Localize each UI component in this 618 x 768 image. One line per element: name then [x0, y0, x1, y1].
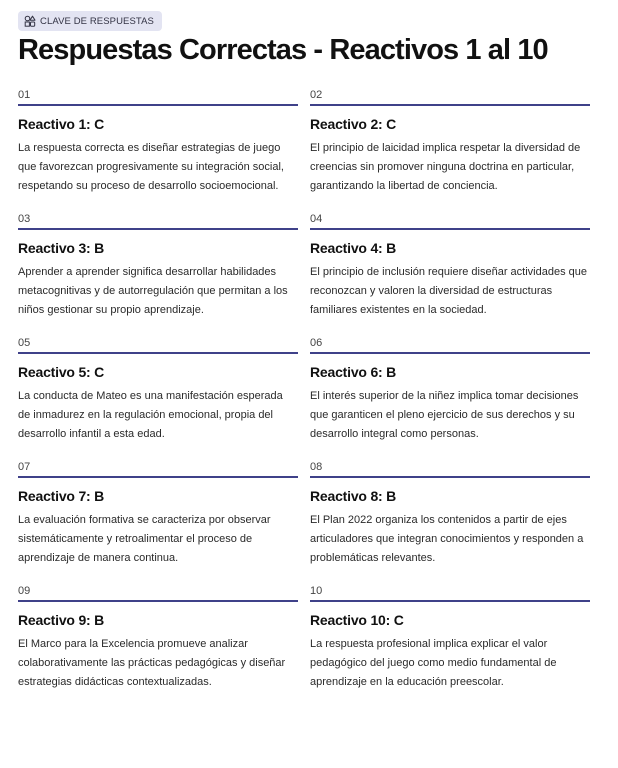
item-number: 09 [18, 585, 31, 597]
item-number: 05 [18, 337, 31, 349]
item-explanation: El Plan 2022 organiza los contenidos a partir de ejes articuladores que integran conocimientos y responden a problemáticas relevantes. [310, 514, 584, 564]
item-explanation: El interés superior de la niñez implica tomar decisiones que garanticen el pleno ejercicio de sus derechos y su desarrollo integral como personas. [310, 390, 579, 440]
item-divider [18, 600, 298, 602]
item-number: 10 [310, 585, 323, 597]
item-divider [310, 600, 590, 602]
item-title: Reactivo 4: B [310, 240, 397, 256]
answer-card [310, 460, 590, 584]
answer-card [310, 584, 590, 708]
item-title: Reactivo 5: C [18, 364, 105, 380]
item-number: 06 [310, 337, 323, 349]
item-number: 07 [18, 461, 31, 473]
item-explanation: La respuesta profesional implica explicar el valor pedagógico del juego como medio fundamental de aprendizaje en la educación preescolar. [310, 638, 557, 688]
answer-card [18, 336, 298, 460]
item-divider [18, 476, 298, 478]
item-explanation: La respuesta correcta es diseñar estrategias de juego que favorezcan progresivamente su integración social, respetando su proceso de desarrollo socioemocional. [18, 142, 284, 192]
item-number: 01 [18, 89, 31, 101]
answer-key-badge [18, 11, 162, 31]
item-number: 03 [18, 213, 31, 225]
item-divider [310, 104, 590, 106]
item-title: Reactivo 3: B [18, 240, 105, 256]
item-divider [310, 352, 590, 354]
item-divider [18, 104, 298, 106]
answer-card [310, 88, 590, 212]
item-title: Reactivo 7: B [18, 488, 105, 504]
item-explanation: Aprender a aprender significa desarrollar habilidades metacognitivas y de autorregulación que permitan a los niños gestionar su propio aprendizaje. [18, 266, 288, 316]
item-number: 04 [310, 213, 323, 225]
item-title: Reactivo 6: B [310, 364, 397, 380]
answer-card [18, 88, 298, 212]
item-explanation: El principio de laicidad implica respetar la diversidad de creencias sin promover ninguna doctrina en particular, garantizando la libertad de conciencia. [310, 142, 581, 192]
item-explanation: La conducta de Mateo es una manifestación esperada de inmadurez en la regulación emocional, propia del desarrollo infantil a esta edad. [18, 390, 283, 440]
item-title: Reactivo 9: B [18, 612, 105, 628]
item-divider [310, 476, 590, 478]
item-title: Reactivo 8: B [310, 488, 397, 504]
item-explanation: El principio de inclusión requiere diseñar actividades que reconozcan y valoren la diversidad de estructuras familiares existentes en la sociedad. [310, 266, 587, 316]
answers-grid [18, 88, 590, 708]
answer-card [310, 336, 590, 460]
answer-card [18, 460, 298, 584]
item-title: Reactivo 1: C [18, 116, 105, 132]
answer-card [310, 212, 590, 336]
item-divider [310, 228, 590, 230]
shapes-icon [24, 15, 36, 27]
item-explanation: La evaluación formativa se caracteriza por observar sistemáticamente y retroalimentar el proceso de aprendizaje de manera continua. [18, 514, 271, 564]
page-title: Respuestas Correctas - Reactivos 1 al 10 [18, 34, 548, 66]
badge-label: CLAVE DE RESPUESTAS [40, 15, 154, 27]
item-number: 08 [310, 461, 323, 473]
answer-card [18, 584, 298, 708]
item-divider [18, 352, 298, 354]
item-title: Reactivo 10: C [310, 612, 404, 628]
item-explanation: El Marco para la Excelencia promueve analizar colaborativamente las prácticas pedagógicas y diseñar estrategias didácticas contextualizadas. [18, 638, 286, 688]
answer-card [18, 212, 298, 336]
item-title: Reactivo 2: C [310, 116, 397, 132]
item-divider [18, 228, 298, 230]
item-number: 02 [310, 89, 323, 101]
